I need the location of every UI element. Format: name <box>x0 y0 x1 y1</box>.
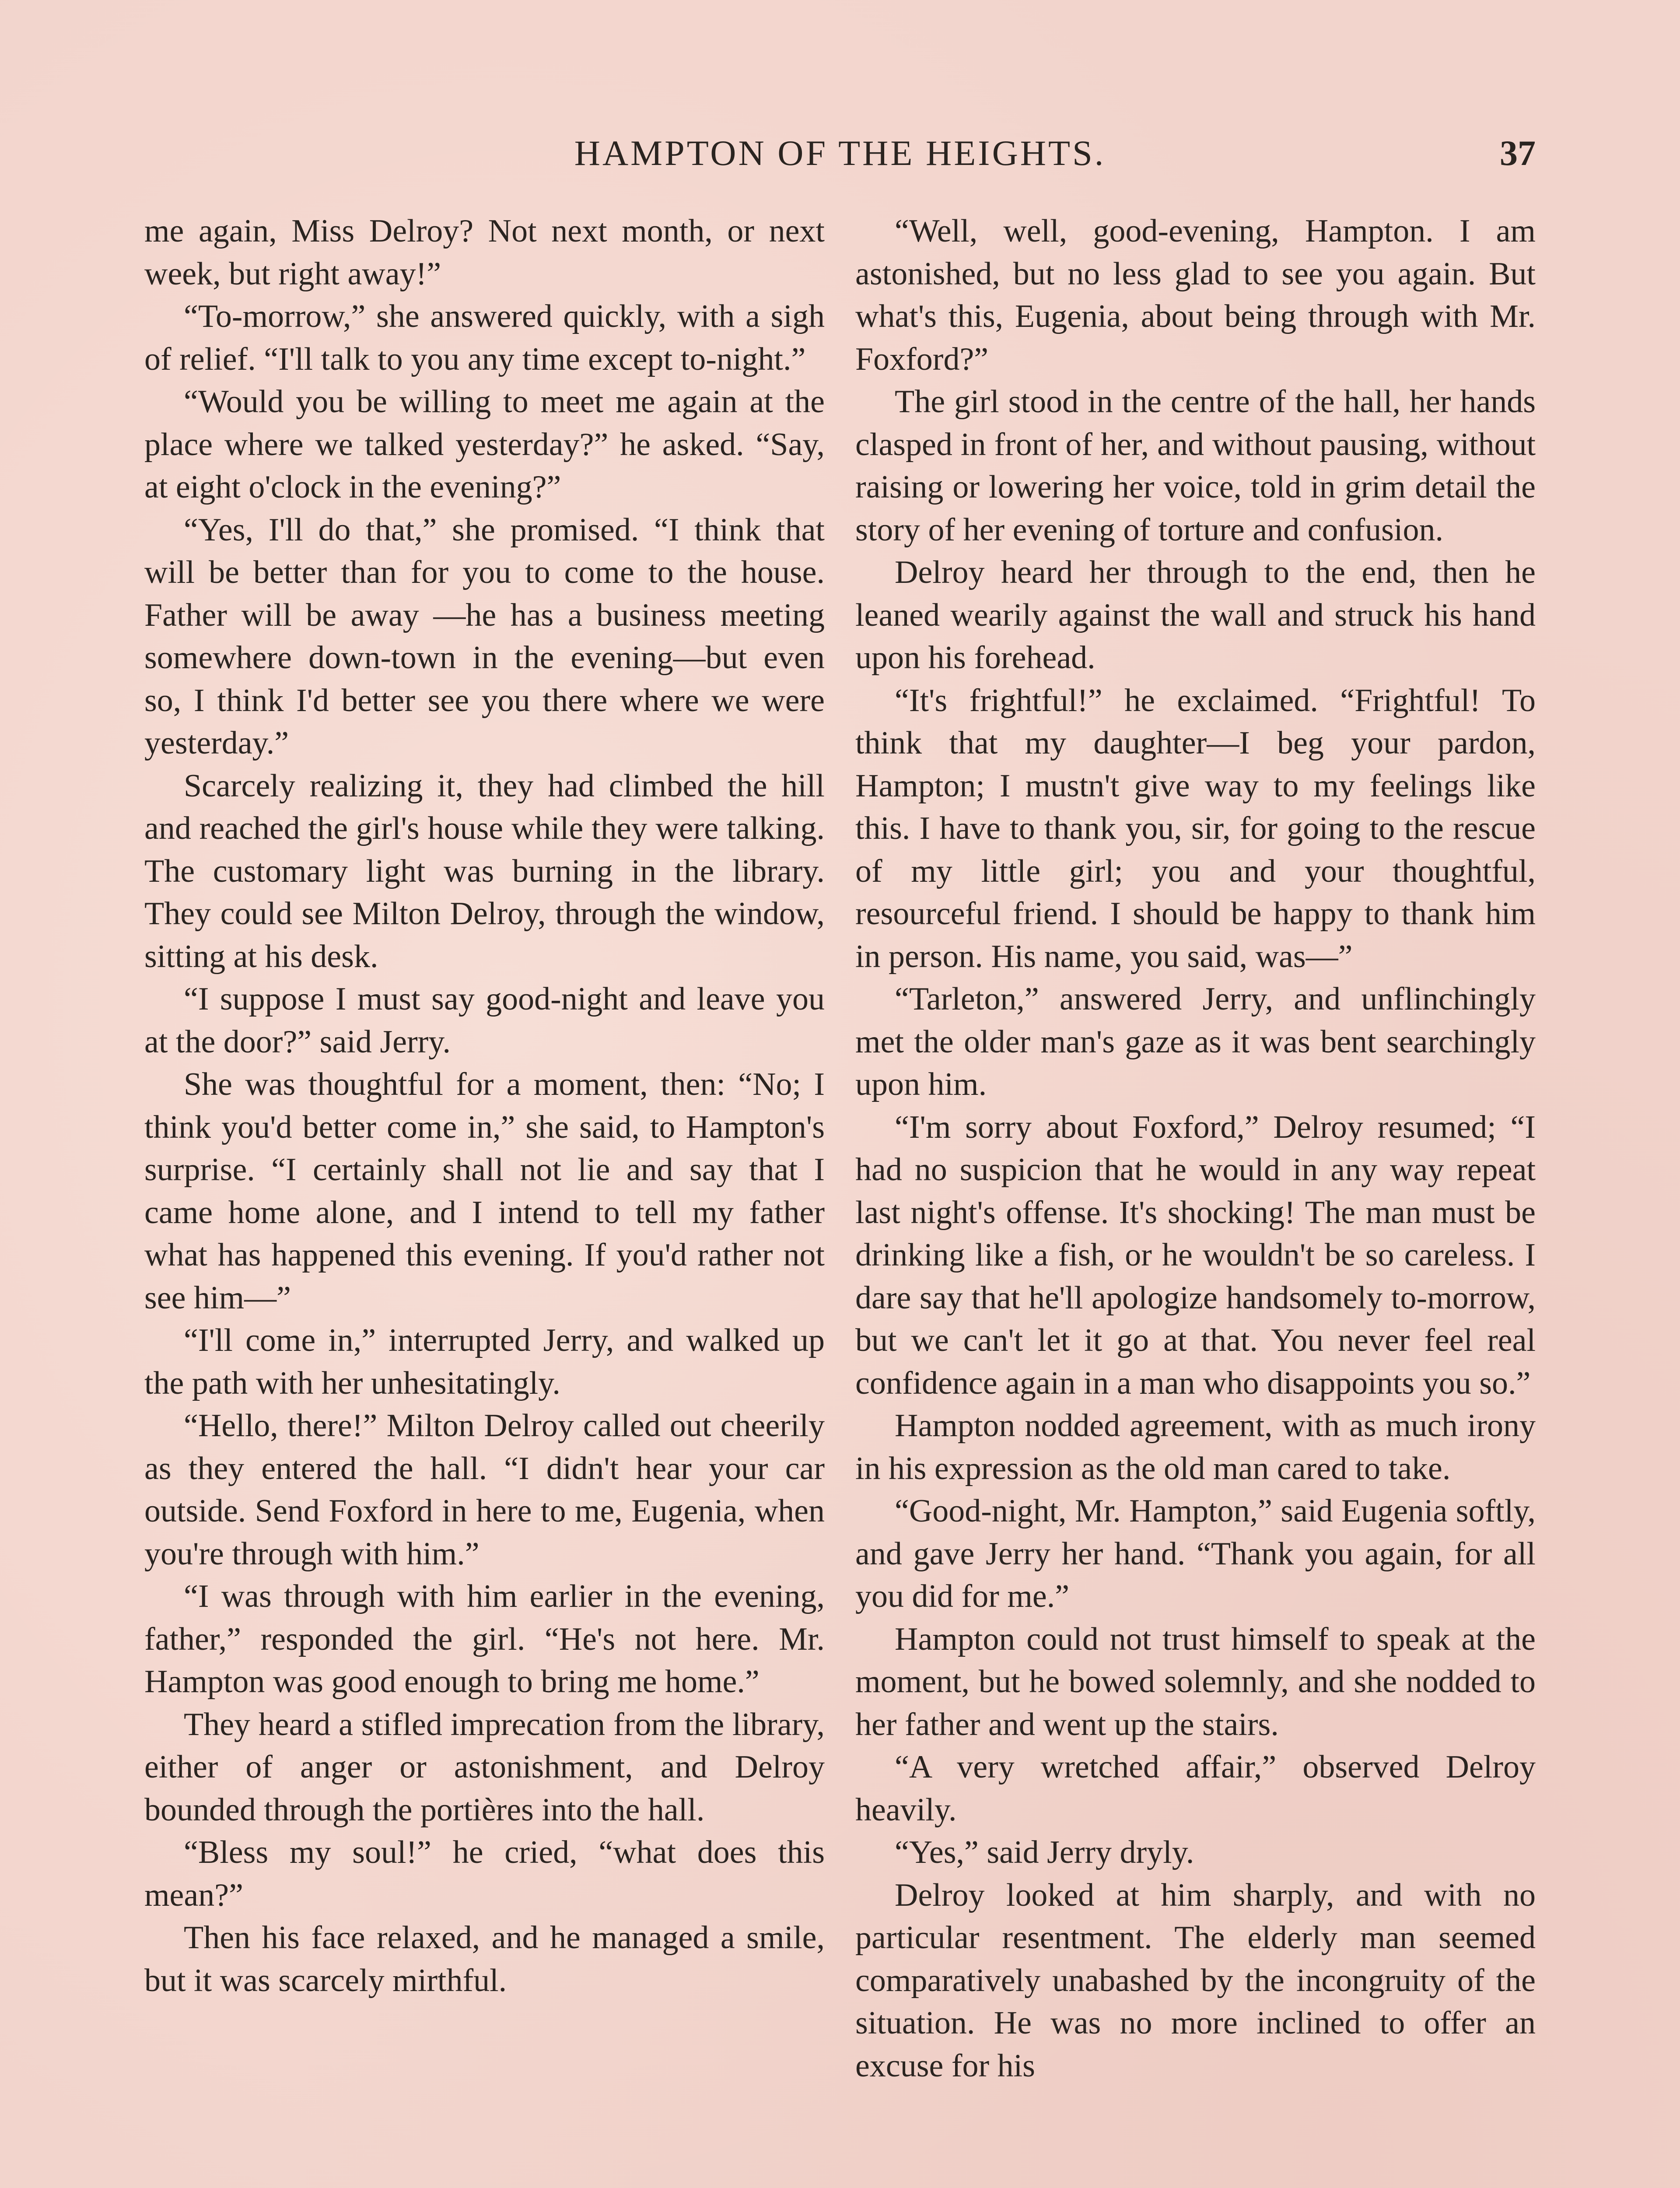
left-column <box>144 210 825 2002</box>
paragraph: “Bless my soul!” he cried, “what does this mean?” <box>144 1834 825 1913</box>
paragraph: “I was through with him earlier in the evening, father,” responded the girl. “He's not here. Mr. Hampton was good enough to bring me home.” <box>144 1578 825 1700</box>
paragraph: “Yes,” said Jerry dryly. <box>895 1834 1194 1870</box>
paragraph: me again, Miss Delroy? Not next month, or next week, but right away!” <box>144 213 825 292</box>
paragraph: “Good-night, Mr. Hampton,” said Eugenia softly, and gave Jerry her hand. “Thank you again, for all you did for me.” <box>855 1493 1536 1614</box>
right-column <box>855 210 1536 2087</box>
paragraph: Delroy looked at him sharply, and with no particular resentment. The elderly man seemed comparatively unabashed by the incongruity of the situation. He was no more inclined to offer an excuse for his <box>855 1877 1536 2084</box>
paragraph: Delroy heard her through to the end, then he leaned wearily against the wall and struck his hand upon his forehead. <box>855 554 1536 676</box>
paragraph: “I'm sorry about Foxford,” Delroy resumed; “I had no suspicion that he would in any way repeat last night's offense. It's shocking! The man must be drinking like a fish, or he wouldn't be so careless. I dare say that he'll apologize handsomely to-morrow, but we can't let it go at that. You never feel real confidence again in a man who disappoints you so.” <box>855 1109 1536 1401</box>
paragraph: “I'll come in,” interrupted Jerry, and walked up the path with her unhesitatingly. <box>144 1322 825 1401</box>
paragraph: “I suppose I must say good-night and leave you at the door?” said Jerry. <box>144 981 825 1060</box>
paragraph: Hampton nodded agreement, with as much irony in his expression as the old man cared to take. <box>855 1408 1536 1487</box>
paragraph: The girl stood in the centre of the hall, her hands clasped in front of her, and without pausing, without raising or lowering her voice, told in grim detail the story of her evening of torture and confusion. <box>855 384 1536 548</box>
paragraph: She was thoughtful for a moment, then: “No; I think you'd better come in,” she said, to Hampton's surprise. “I certainly shall not lie and say that I came home alone, and I intend to tell my father what has happened this evening. If you'd rather not see him—” <box>144 1066 825 1316</box>
paragraph: “Yes, I'll do that,” she promised. “I think that will be better than for you to come to the house. Father will be away —he has a business meeting somewhere down-town in the evening—but even so, I think I'd better see you there where we were yesterday.” <box>144 512 825 761</box>
paragraph: “It's frightful!” he exclaimed. “Frightful! To think that my daughter—I beg your pardon, Hampton; I mustn't give way to my feelings like this. I have to thank you, sir, for going to the rescue of my little girl; you and your thoughtful, resourceful friend. I should be happy to thank him in person. His name, you said, was—” <box>855 682 1536 975</box>
page-number: 37 <box>1500 133 1536 173</box>
paragraph: They heard a stifled imprecation from the library, either of anger or astonishment, and Delroy bounded through the portières into the hall. <box>144 1706 825 1828</box>
page-header <box>144 127 1536 179</box>
paragraph: “Would you be willing to meet me again at the place where we talked yesterday?” he asked. “Say, at eight o'clock in the evening?” <box>144 384 825 505</box>
paragraph: Scarcely realizing it, they had climbed the hill and reached the girl's house while they were talking. The customary light was burning in the library. They could see Milton Delroy, through the window, sitting at his desk. <box>144 768 825 975</box>
paragraph: Then his face relaxed, and he managed a smile, but it was scarcely mirthful. <box>144 1920 825 1999</box>
paragraph: “A very wretched affair,” observed Delroy heavily. <box>855 1749 1536 1828</box>
paragraph: Hampton could not trust himself to speak at the moment, but he bowed solemnly, and she nodded to her father and went up the stairs. <box>855 1621 1536 1743</box>
paragraph: “To-morrow,” she answered quickly, with a sigh of relief. “I'll talk to you any time except to-night.” <box>144 298 825 377</box>
paragraph: “Tarleton,” answered Jerry, and unflinchingly met the older man's gaze as it was bent searchingly upon him. <box>855 981 1536 1102</box>
paragraph: “Well, well, good-evening, Hampton. I am astonished, but no less glad to see you again. But what's this, Eugenia, about being through with Mr. Foxford?” <box>855 213 1536 377</box>
running-head: HAMPTON OF THE HEIGHTS. <box>574 133 1106 173</box>
paragraph: “Hello, there!” Milton Delroy called out cheerily as they entered the hall. “I didn't hear your car outside. Send Foxford in here to me, Eugenia, when you're through with him.” <box>144 1408 825 1572</box>
